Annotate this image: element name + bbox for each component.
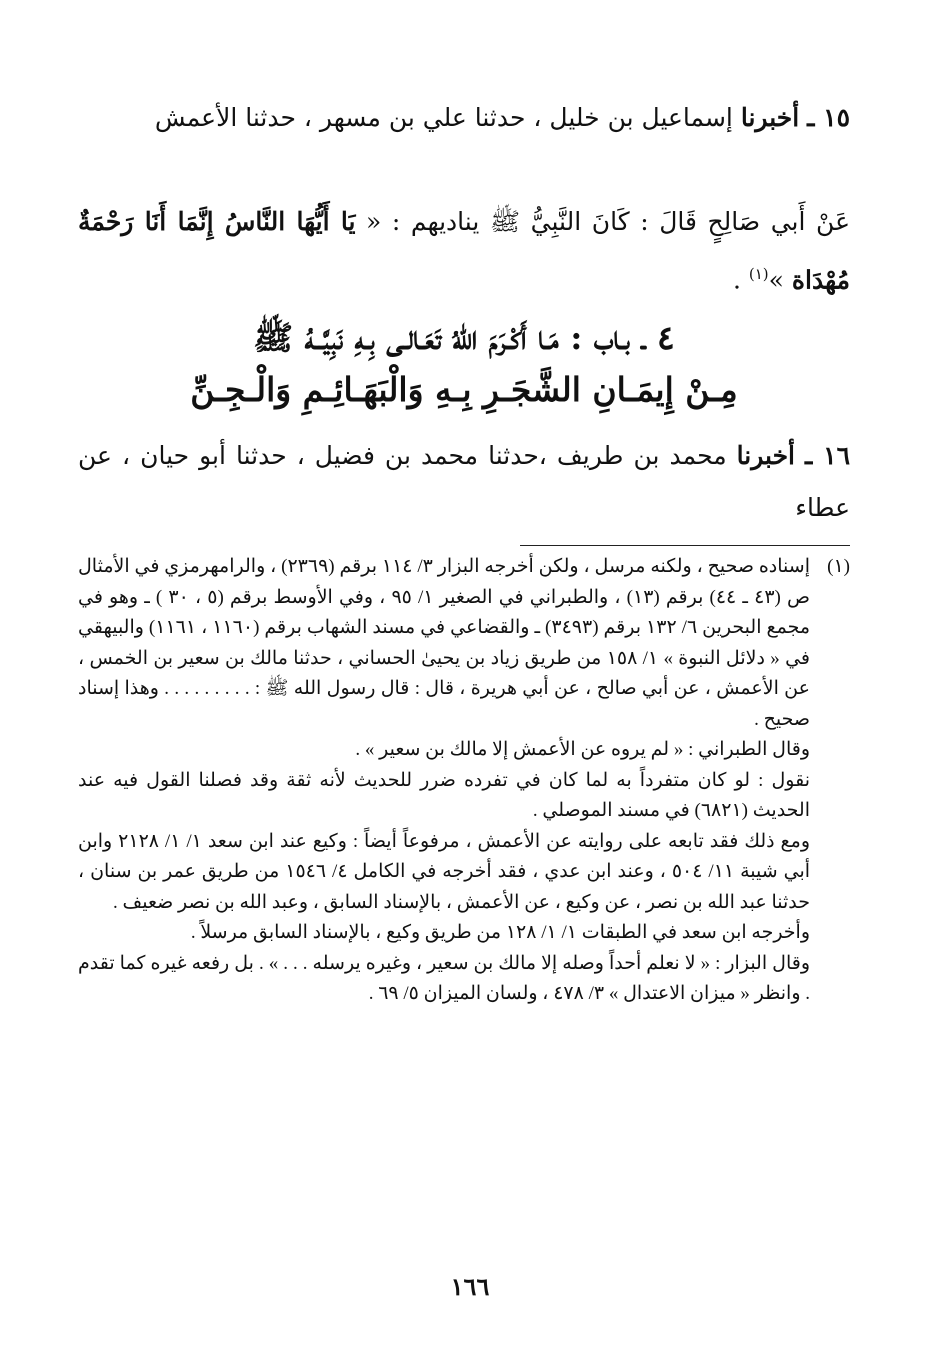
hadith-lead-word: أخبرنا [740, 103, 800, 132]
quote-close: » [768, 265, 784, 295]
footnote-paragraph: وأخرجه ابن سعد في الطبقات ١/ ١/ ١٢٨ من طريق وكيع ، بالإسناد السابق مرسلاً . [190, 922, 810, 943]
sentence-end: . [732, 265, 749, 295]
footnote-paragraph: إسناده صحيح ، ولكنه مرسل ، ولكن أخرجه البزار ٣/ ١١٤ برقم (٢٣٦٩) ، والرامهرمزي في الأمثال ص (٤٣ ـ ٤٤) برقم (١٣) ، والطبراني في الصغير ١/ ٩٥ ، وفي الأوسط برقم (٥ ، ٣٠ ) ـ وهو في مجمع البحرين ٦/ ١٣٢ برقم (٣٤٩٣) ـ والقضاعي في مسند الشهاب برقم (١١٦٠ ، ١١٦١) والبيهقي في « دلائل النبوة » ١/ ١٥٨ من طريق زياد بن يحيىٰ الحساني ، حدثنا مالك بن سعير بن الخمس ، عن الأعمش ، عن أبي صالح ، عن أبي هريرة ، قال : قال رسول الله ﷺ : . . . . . . . . . وهذا إسناد صحيح . [78, 556, 811, 730]
footnote-1 [78, 552, 850, 1010]
chapter-heading-line-1: ٤ ـ بـاب : مَـا أَكْـرَمَ اللهُ تَعَـالـى بِـهِ نَبِيَّــهُ ﷺ [253, 318, 675, 357]
hadith-chain-text: محمد بن طريف ،حدثنا محمد بن فضيل ، حدثنا أبو حيان ، عن عطاء [78, 441, 850, 522]
hadith-lead-word: أخبرنا [736, 441, 795, 470]
page-number: ١٦٦ [450, 1272, 490, 1301]
hadith-text: عَنْ أَبي صَالِحٍ قَالَ : كَانَ النَّبِيُّ ﷺ يناديهم : « [366, 207, 850, 236]
footnote-paragraph: نقول : لو كان متفرداً به لما كان في تفرده ضرر للحديث لأنه ثقة وقد فصلنا القول فيه عند الحديث (٦٨٢١) في مسند الموصلي . [78, 769, 810, 821]
hadith-number: ١٥ ـ [807, 103, 850, 132]
hadith-15-paragraph [78, 92, 850, 144]
footnote-paragraph: وقال البزار : « لا نعلم أحداً وصله إلا مالك بن سعير ، وغيره يرسله . . . » . بل رفعه غيره كما تقدم . وانظر « ميزان الاعتدال » ٣/ ٤٧٨ ، ولسان الميزان ٥/ ٦٩ . [78, 952, 810, 1004]
hadith-quote: يَا أَيُّهَا النَّاسُ إِنَّمَا أَنَا رَحْمَةٌ مُهْدَاة [78, 207, 850, 295]
footnote-reference: (١) [748, 265, 769, 283]
hadith-number: ١٦ ـ [805, 441, 851, 470]
footnote-body [78, 552, 822, 1010]
chapter-heading [78, 312, 850, 416]
footnotes [78, 552, 850, 1010]
footnote-separator [520, 545, 850, 546]
footnote-paragraph: وقال الطبراني : « لم يروه عن الأعمش إلا مالك بن سعير » . [355, 739, 810, 760]
hadith-15-continuation [78, 196, 850, 306]
hadith-chain-text: إسماعيل بن خليل ، حدثنا علي بن مسهر ، حدثنا الأعمش [154, 103, 733, 132]
chapter-heading-line-2: مِـنْ إِيمَـانِ الشَّجَـرِ بِـهِ وَالْبَهَـائِـمِ وَالْـجِـنِّ [190, 370, 738, 409]
hadith-16-paragraph [78, 430, 850, 534]
footnote-marker: (١) [827, 556, 850, 577]
footnote-paragraph: ومع ذلك فقد تابعه على روايته عن الأعمش ، مرفوعاً أيضاً : وكيع عند ابن سعد ١/ ١/ ٢١٢٨ وابن أبي شيبة ١١/ ٥٠٤ ، وعند ابن عدي ، فقد أخرجه في الكامل ٤/ ١٥٤٦ من طريق عمر بن سنان ، حدثنا عبد الله بن نصر ، عن وكيع ، عن الأعمش ، بالإسناد السابق ، وعبد الله بن نصر ضعيف . [78, 830, 811, 913]
